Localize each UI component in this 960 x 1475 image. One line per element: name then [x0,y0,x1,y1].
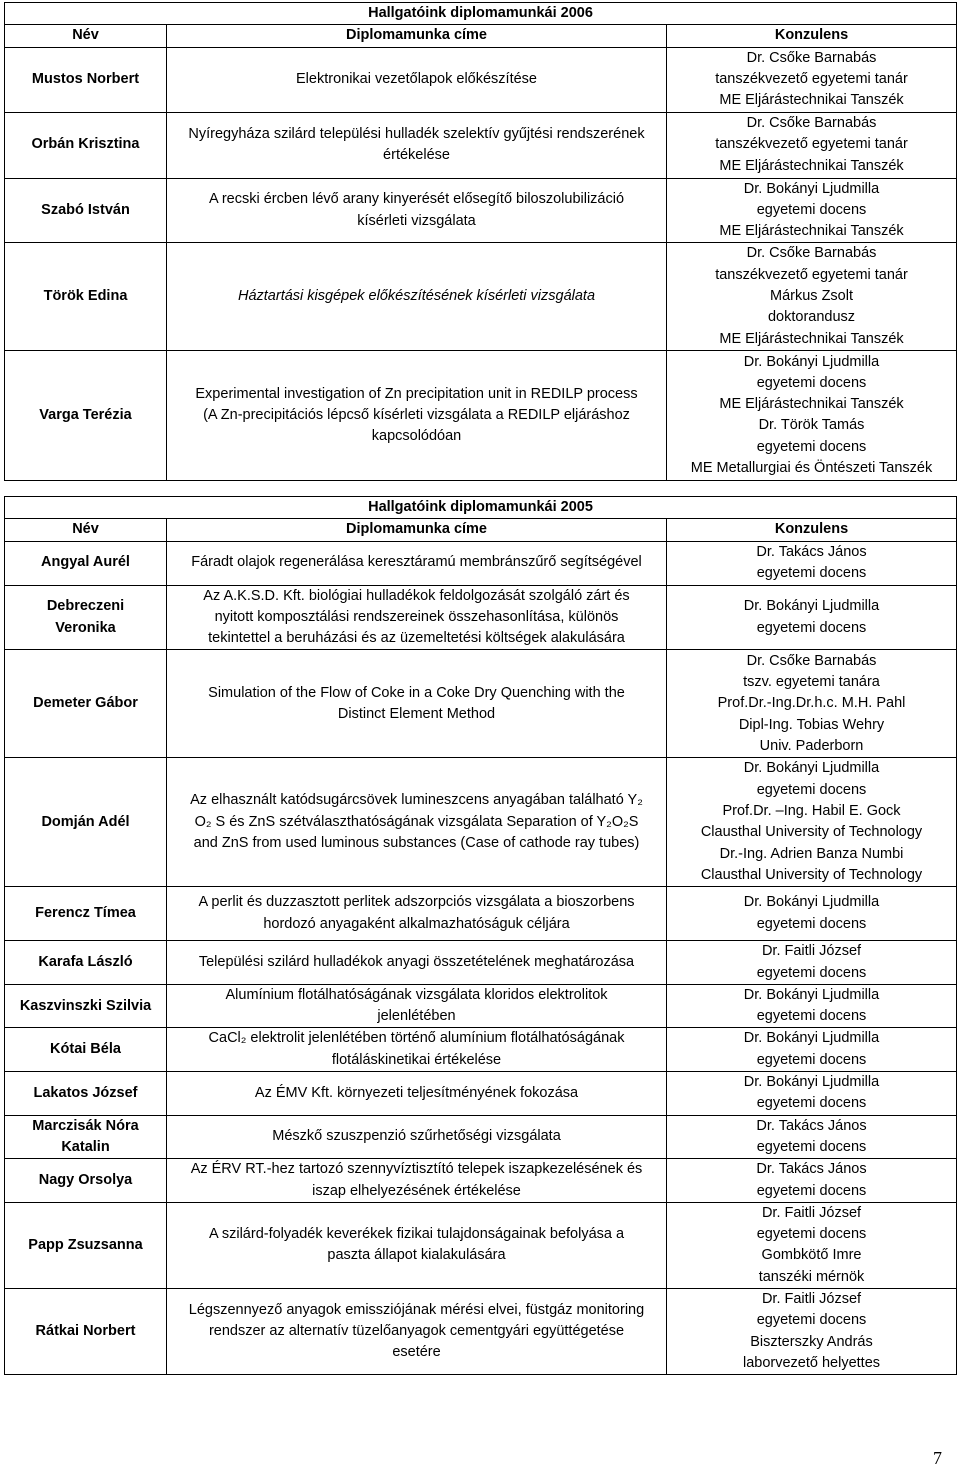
advisor-list-line: Prof.Dr.-Ing.Dr.h.c. M.H. Pahl [717,695,906,712]
student-name-line: Angyal Aurél [41,554,130,571]
advisor-list [667,350,957,480]
student-name-line: Török Edina [43,288,128,305]
thesis-title [167,1072,667,1116]
thesis-title-line: flotáláskinetikai értékelése [331,1051,502,1068]
table-row [5,1115,957,1159]
advisor-list [667,1028,957,1072]
advisor-list [667,1159,957,1203]
student-name [5,1028,167,1072]
thesis-title-line: esetére [392,1344,441,1361]
student-name [5,1072,167,1116]
advisor-list-line: Dr. Csőke Barnabás [746,652,877,669]
advisor-list-line: Clausthal University of Technology [700,866,923,883]
advisor-list-line: Dr. Csőke Barnabás [746,245,877,262]
advisor-list-line: Dr. Bokányi Ljudmilla [743,894,880,911]
thesis-title-line: paszta állapot kialakulására [327,1247,506,1264]
student-name-line: Katalin [61,1138,110,1155]
advisor-list-line: Dr. Faitli József [761,1291,862,1308]
thesis-title [167,112,667,178]
thesis-title [167,650,667,758]
table-row [5,541,957,585]
table-row [5,350,957,480]
thesis-title [167,1028,667,1072]
column-header-name: Név [5,519,167,541]
advisor-list-line: Dr. Bokányi Ljudmilla [743,598,880,615]
advisor-list-line: Dipl-Ing. Tobias Wehry [738,716,885,733]
advisor-list-line: egyetemi docens [756,1051,867,1068]
table-row [5,585,957,650]
thesis-title [167,941,667,985]
advisor-list-line: Dr. Bokányi Ljudmilla [743,1074,880,1091]
advisor-list-line: egyetemi docens [756,201,867,218]
advisor-list [667,650,957,758]
advisor-list-line: Prof.Dr. –Ing. Habil E. Gock [722,803,901,820]
thesis-title-line: and ZnS from used luminous substances (Case of cathode ray tubes) [193,835,640,852]
thesis-title-line: Alumínium flotálhatóságának vizsgálata kloridos elektrolitok [225,986,608,1003]
advisor-list-line: egyetemi docens [756,1095,867,1112]
thesis-title-line: Az elhasznált katódsugárcsövek lumineszcens anyagában található Y₂ [190,792,643,809]
table-caption: Hallgatóink diplomamunkái 2005 [5,497,957,519]
advisor-list-line: Univ. Paderborn [759,737,864,754]
advisor-list-line: Dr. Bokányi Ljudmilla [743,986,880,1003]
thesis-title [167,1115,667,1159]
advisor-list-line: Dr. Faitli József [761,943,862,960]
thesis-table-2005 [4,496,957,1375]
advisor-list-line: Dr. Csőke Barnabás [746,115,877,132]
thesis-title-line: (A Zn-precipitációs lépcső kísérleti vizsgálata a REDILP eljáráshoz [203,406,630,423]
thesis-title-line: rendszer az alternatív tüzelőanyagok cementgyári együttégetése [208,1322,625,1339]
thesis-title-line: A szilárd-folyadék keverékek fizikai tulajdonságainak befolyása a [208,1226,625,1243]
thesis-title-line: Légszennyező anyagok emissziójának mérési elvei, füstgáz monitoring [188,1301,645,1318]
student-name-line: Nagy Orsolya [38,1171,133,1188]
advisor-list-line: tanszékvezető egyetemi tanár [715,136,908,153]
advisor-list-line: tanszéki mérnök [758,1268,865,1285]
student-name [5,650,167,758]
advisor-list-line: Dr.-Ing. Adrien Banza Numbi [719,845,904,862]
student-name-line: Papp Zsuzsanna [28,1236,143,1253]
advisor-list [667,941,957,985]
advisor-list-line: Dr. Bokányi Ljudmilla [743,353,880,370]
advisor-list-line: ME Eljárástechnikai Tanszék [719,396,904,413]
advisor-list-line: Dr. Takács János [756,1117,867,1134]
advisor-list-line: egyetemi docens [756,1312,867,1329]
column-header-name: Név [5,25,167,47]
advisor-list-line: tanszékvezető egyetemi tanár [715,70,908,87]
advisor-list-line: ME Eljárástechnikai Tanszék [719,92,904,109]
advisor-list-line: egyetemi docens [756,619,867,636]
student-name [5,243,167,350]
thesis-title-line: Simulation of the Flow of Coke in a Coke Dry Quenching with the [208,684,625,701]
thesis-title [167,1159,667,1203]
thesis-title-line: kísérleti vizsgálata [357,212,476,229]
student-name [5,541,167,585]
advisor-list-line: Clausthal University of Technology [700,824,923,841]
thesis-title-line: nyitott komposztálási rendszereinek összehasonlítása, különös [214,608,619,625]
advisor-list-line: Biszterszky András [750,1333,873,1350]
thesis-title-line: jelenlétében [377,1008,456,1025]
thesis-title [167,47,667,112]
table-row [5,941,957,985]
student-name [5,1202,167,1288]
table-row [5,887,957,941]
advisor-list [667,541,957,585]
student-name-line: Domján Adél [41,813,130,830]
thesis-title-line: Elektronikai vezetőlapok előkészítése [296,70,537,87]
table-caption: Hallgatóink diplomamunkái 2006 [5,3,957,25]
column-header-title: Diplomamunka címe [167,25,667,47]
student-name-line: Mustos Norbert [31,70,140,87]
student-name [5,350,167,480]
student-name [5,1115,167,1159]
advisor-list [667,1202,957,1288]
table-row [5,1159,957,1203]
student-name [5,585,167,650]
advisor-list [667,47,957,112]
thesis-title-line: iszap elhelyezésének értékelése [312,1182,521,1199]
table-row [5,1289,957,1375]
thesis-title [167,887,667,941]
thesis-title-line: Mészkő szuszpenzió szűrhetőségi vizsgálata [272,1128,561,1145]
advisor-list-line: egyetemi docens [756,781,867,798]
thesis-title [167,243,667,350]
thesis-title-line: tekintettel a beruházási és az üzemeltetési költségek alakulására [208,630,625,647]
thesis-title-line: hordozó anyagaként alkalmazhatóságuk céljára [263,915,570,932]
advisor-list [667,178,957,243]
student-name [5,887,167,941]
thesis-title [167,984,667,1028]
table-row [5,178,957,243]
advisor-list-line: egyetemi docens [756,565,867,582]
thesis-title [167,541,667,585]
advisor-list-line: egyetemi docens [756,1226,867,1243]
thesis-table-2006 [4,2,957,481]
advisor-list [667,1289,957,1375]
student-name-line: Demeter Gábor [33,695,138,712]
thesis-title-line: Experimental investigation of Zn precipitation unit in REDILP process [195,385,638,402]
advisor-list-line: Gombkötő Imre [761,1247,862,1264]
table-row [5,1072,957,1116]
student-name-line: Varga Terézia [39,406,132,423]
column-header-advisors: Konzulens [667,25,957,47]
student-name [5,112,167,178]
advisor-list-line: egyetemi docens [756,915,867,932]
advisor-list-line: Dr. Takács János [756,1161,867,1178]
advisor-list-line: doktorandusz [767,309,856,326]
advisor-list-line: Dr. Bokányi Ljudmilla [743,1030,880,1047]
advisor-list-line: egyetemi docens [756,438,867,455]
advisor-list [667,1072,957,1116]
thesis-title-line: A recski ércben lévő arany kinyerését elősegítő biloszolubilizáció [208,191,625,208]
advisor-list-line: laborvezető helyettes [742,1354,881,1371]
student-name-line: Kaszvinszki Szilvia [19,997,152,1014]
thesis-title-line: CaCl₂ elektrolit jelenlétében történő alumínium flotálhatóságának [208,1030,625,1047]
advisor-list [667,984,957,1028]
table-row [5,1202,957,1288]
student-name-line: Veronika [55,619,116,636]
advisor-list-line: Dr. Török Tamás [758,417,865,434]
thesis-title-line: Az ÉMV Kft. környezeti teljesítményének fokozása [254,1084,579,1101]
thesis-title-line: Háztartási kisgépek előkészítésének kísérleti vizsgálata [237,288,596,305]
advisor-list-line: Dr. Bokányi Ljudmilla [743,760,880,777]
advisor-list-line: egyetemi docens [756,1182,867,1199]
advisor-list [667,243,957,350]
advisor-list-line: Dr. Csőke Barnabás [746,49,877,66]
student-name-line: Marczisák Nóra [32,1117,139,1134]
student-name [5,758,167,887]
thesis-title-line: Fáradt olajok regenerálása keresztáramú membránszűrő segítségével [191,554,642,571]
advisor-list [667,887,957,941]
thesis-title-line: Nyíregyháza szilárd települési hulladék szelektív gyűjtési rendszerének [188,125,645,142]
advisor-list-line: tanszékvezető egyetemi tanár [715,266,908,283]
student-name-line: Szabó István [41,201,130,218]
student-name [5,941,167,985]
thesis-title-line: O₂ S és ZnS szétválaszthatóságának vizsgálata Separation of Y₂O₂S [194,813,639,830]
thesis-title [167,758,667,887]
thesis-title-line: A perlit és duzzasztott perlitek adszorpciós vizsgálata a bioszorbens [198,894,635,911]
thesis-title [167,350,667,480]
thesis-title-line: Települési szilárd hulladékok anyagi összetételének meghatározása [198,953,635,970]
student-name [5,47,167,112]
thesis-title-line: Az ÉRV RT.-hez tartozó szennyvíztisztító telepek iszapkezelésének és [190,1161,643,1178]
table-row [5,758,957,887]
advisor-list-line: egyetemi docens [756,374,867,391]
student-name-line: Orbán Krisztina [31,136,140,153]
table-row [5,112,957,178]
column-header-advisors: Konzulens [667,519,957,541]
advisor-list [667,758,957,887]
student-name [5,1159,167,1203]
advisor-list [667,112,957,178]
thesis-title-line: Az A.K.S.D. Kft. biológiai hulladékok feldolgozását szolgáló zárt és [203,587,630,604]
thesis-title [167,585,667,650]
student-name-line: Debreczeni [46,598,125,615]
advisor-list-line: egyetemi docens [756,964,867,981]
advisor-list-line: ME Eljárástechnikai Tanszék [719,157,904,174]
student-name-line: Kótai Béla [50,1041,121,1058]
advisor-list-line: ME Metallurgiai és Öntészeti Tanszék [690,460,933,477]
table-row [5,1028,957,1072]
advisor-list-line: Dr. Faitli József [761,1204,862,1221]
advisor-list-line: tszv. egyetemi tanára [743,674,880,691]
column-header-title: Diplomamunka címe [167,519,667,541]
advisor-list-line: Márkus Zsolt [770,288,853,305]
thesis-title [167,178,667,243]
advisor-list-line: egyetemi docens [756,1008,867,1025]
advisor-list-line: egyetemi docens [756,1138,867,1155]
table-row [5,984,957,1028]
advisor-list-line: Dr. Bokányi Ljudmilla [743,180,880,197]
page-number: 7 [933,1448,942,1468]
advisor-list [667,585,957,650]
student-name-line: Rátkai Norbert [35,1322,136,1339]
thesis-title-line: Distinct Element Method [337,705,496,722]
student-name-line: Lakatos József [33,1084,138,1101]
student-name-line: Ferencz Tímea [35,905,136,922]
thesis-title-line: értékelése [383,147,450,164]
student-name [5,178,167,243]
thesis-title [167,1289,667,1375]
table-row [5,243,957,350]
student-name [5,984,167,1028]
thesis-title [167,1202,667,1288]
student-name [5,1289,167,1375]
advisor-list-line: Dr. Takács János [756,543,867,560]
table-row [5,47,957,112]
student-name-line: Karafa László [38,953,133,970]
thesis-title-line: kapcsolódóan [371,428,462,445]
table-row [5,650,957,758]
advisor-list-line: ME Eljárástechnikai Tanszék [719,330,904,347]
advisor-list [667,1115,957,1159]
advisor-list-line: ME Eljárástechnikai Tanszék [719,223,904,240]
